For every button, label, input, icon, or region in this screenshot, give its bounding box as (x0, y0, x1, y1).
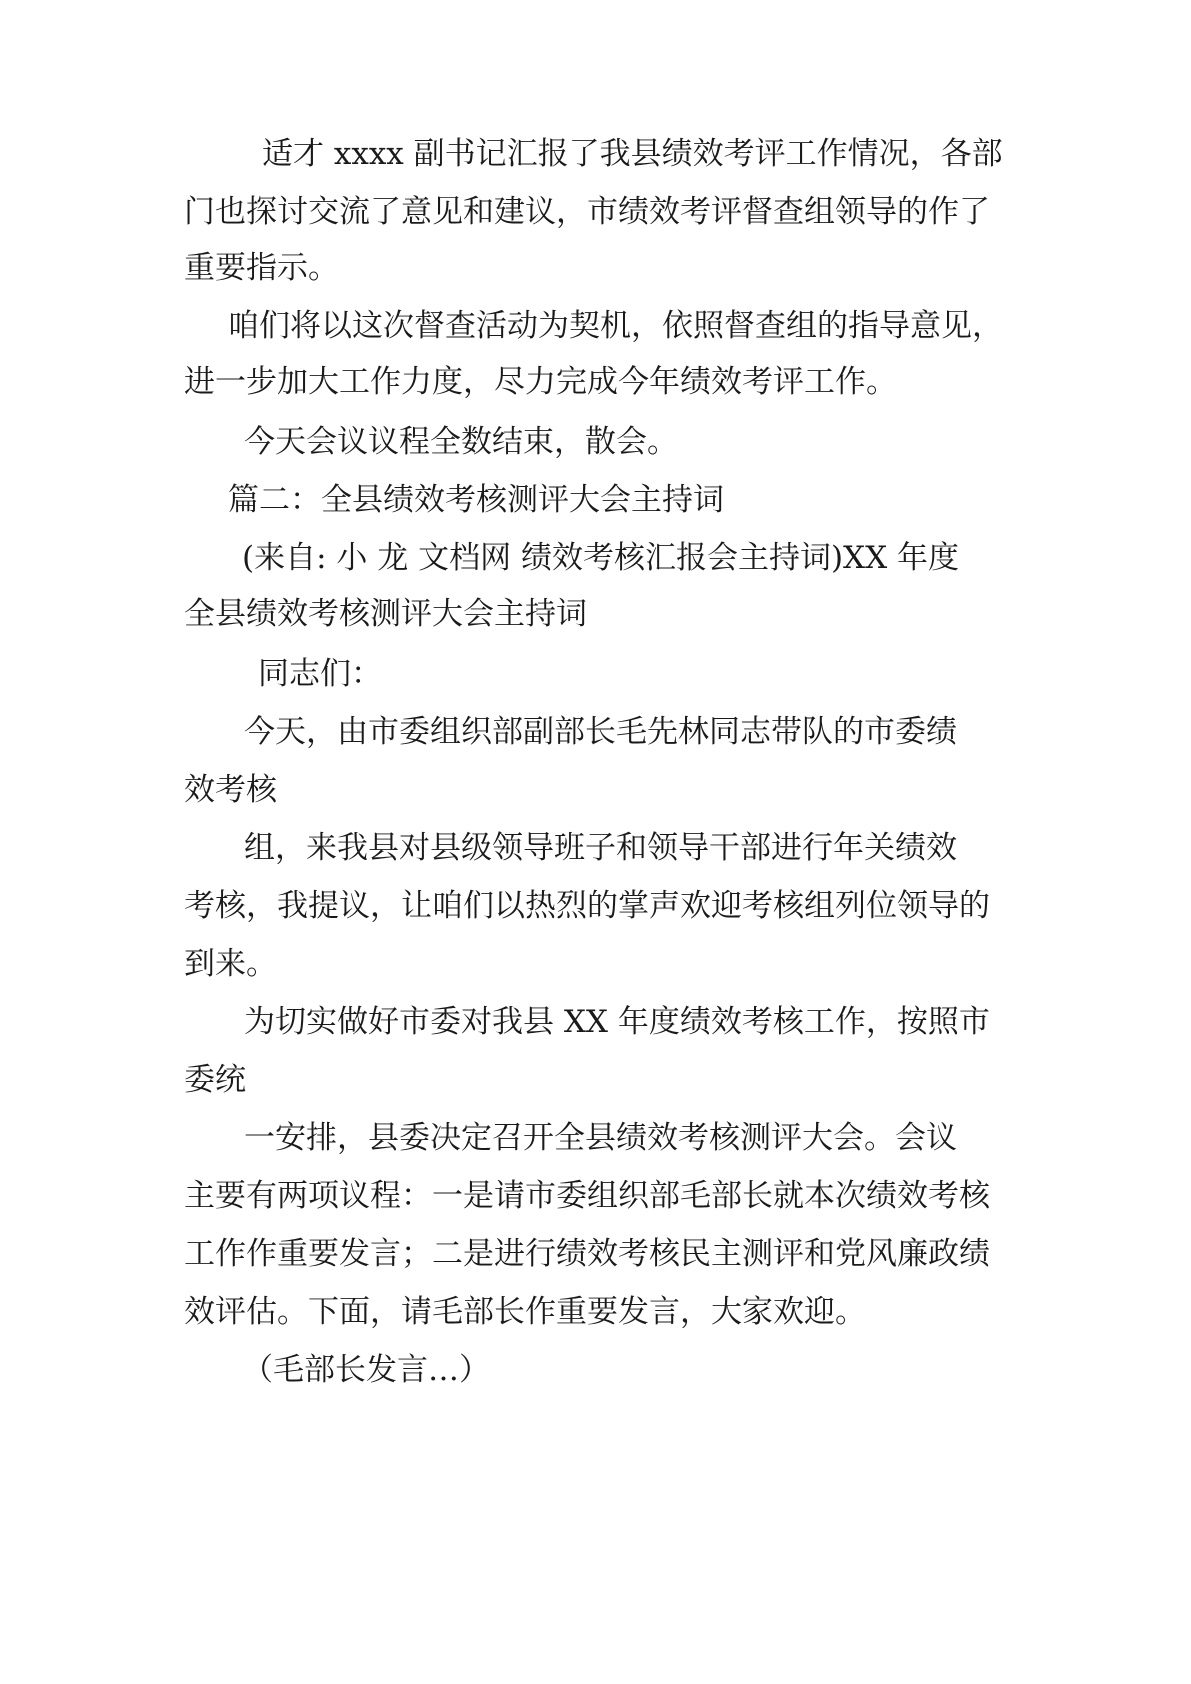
salutation: 同志们： (258, 656, 382, 692)
paragraph-line: (来自: 小 龙 文档网 绩效考核汇报会主持词)XX 年度 (242, 540, 960, 576)
paragraph-line: 组，来我县对县级领导班子和领导干部进行年关绩效 (244, 830, 957, 866)
paragraph-line: 咱们将以这次督查活动为契机，依照督查组的指导意见， (228, 308, 1003, 344)
paragraph-line: 重要指示。 (184, 250, 339, 286)
paragraph-line: 今天，由市委组织部副部长毛先林同志带队的市委绩 (244, 714, 957, 750)
section-heading: 篇二：全县绩效考核测评大会主持词 (228, 482, 724, 518)
paragraph-line: 进一步加大工作力度，尽力完成今年绩效考评工作。 (184, 364, 897, 400)
paragraph-line: 门也探讨交流了意见和建议，市绩效考评督查组领导的作了 (184, 194, 990, 230)
paragraph-line: 效评估。下面，请毛部长作重要发言，大家欢迎。 (184, 1294, 866, 1330)
paragraph-line: 为切实做好市委对我县 XX 年度绩效考核工作，按照市 (244, 1004, 990, 1040)
paragraph-line: 考核，我提议，让咱们以热烈的掌声欢迎考核组列位领导的 (184, 888, 990, 924)
paragraph-line: 效考核 (184, 772, 277, 808)
paragraph-line: 今天会议议程全数结束，散会。 (244, 424, 678, 460)
paragraph-line: 主要有两项议程：一是请市委组织部毛部长就本次绩效考核 (184, 1178, 990, 1214)
paragraph-line: 委统 (184, 1062, 246, 1098)
paragraph-line: 到来。 (184, 946, 277, 982)
paragraph-line: 适才 xxxx 副书记汇报了我县绩效考评工作情况，各部 (262, 136, 1003, 172)
paragraph-line: 一安排，县委决定召开全县绩效考核测评大会。会议 (244, 1120, 957, 1156)
paragraph-line: 全县绩效考核测评大会主持词 (184, 596, 587, 632)
paragraph-line: 工作作重要发言；二是进行绩效考核民主测评和党风廉政绩 (184, 1236, 990, 1272)
paragraph-line: （毛部长发言…） (242, 1352, 490, 1388)
